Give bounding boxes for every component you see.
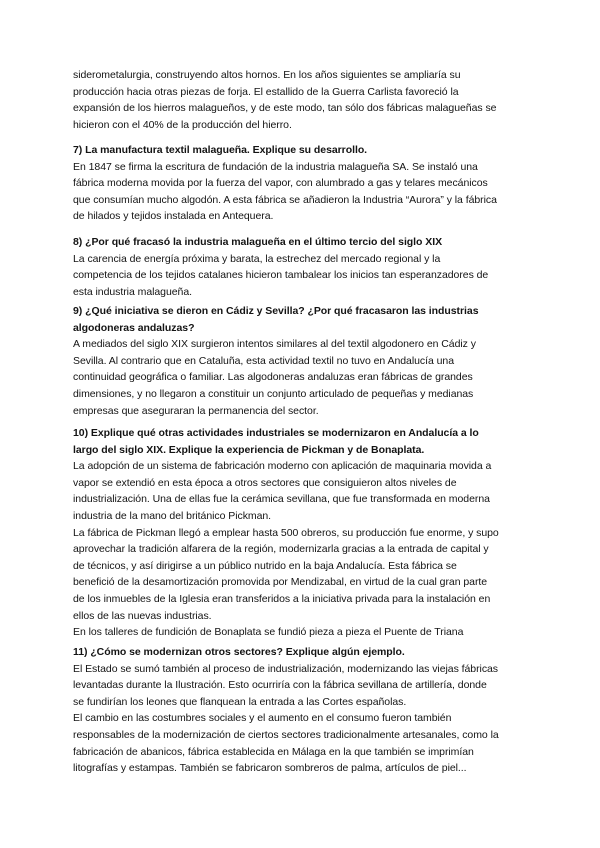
section-7 [73, 142, 533, 225]
text-line: La adopción de un sistema de fabricación moderno con aplicación de maquinaria movida a [73, 460, 492, 473]
section-10 [73, 425, 533, 641]
text-line: esta industria malagueña. [73, 285, 192, 298]
text-line: competencia de los tejidos catalanes hicieron tambalear los inicios tan esperanzadores de [73, 269, 489, 282]
text-line: producción hacia otras piezas de forja. El estallido de la Guerra Carlista favoreció la [73, 85, 459, 98]
text-line: vapor se extendió en esta época a otros sectores que consiguieron altos niveles de [73, 476, 457, 489]
section-11 [73, 644, 533, 777]
text-line: El Estado se sumó también al proceso de industrialización, modernizando las viejas fábricas [73, 662, 499, 675]
intro-paragraph [73, 67, 533, 133]
text-line: hicieron con el 40% de la producción del hierro. [73, 118, 292, 131]
text-line: fabricación de abanicos, fábrica establecida en Málaga en la que también se imprimían [73, 745, 474, 758]
text-line: responsables de la modernización de ciertos sectores tradicionalmente artesanales, como la [73, 728, 499, 741]
section-heading: algodoneras andaluzas? [73, 321, 195, 334]
text-line: La carencia de energía próxima y barata, la estrechez del mercado regional y la [73, 252, 441, 265]
text-line: empresas que aseguraran la permanencia del sector. [73, 404, 319, 417]
text-line: En los talleres de fundición de Bonaplata se fundió pieza a pieza el Puente de Triana [73, 626, 464, 639]
text-line: se fundirían los leones que flanquean la entrada a las Cortes españolas. [73, 695, 407, 708]
section-heading: 11) ¿Cómo se modernizan otros sectores? Explique algún ejemplo. [73, 646, 405, 658]
text-line: ellos de las nuevas industrias. [73, 609, 212, 622]
text-line: de los inmuebles de la Iglesia eran transferidos a la iniciativa privada para la instalación en [73, 592, 491, 605]
text-line: de técnicos, y así dirigirse a un público nutrido en la baja Andalucía. Esta fábrica se [73, 559, 457, 572]
text-line: benefició de la desamortización promovida por Mendizabal, en virtud de la cual gran parte [73, 576, 488, 589]
section-8 [73, 234, 533, 300]
text-line: siderometalurgia, construyendo altos hornos. En los años siguientes se ampliaría su [73, 69, 461, 81]
text-line: El cambio en las costumbres sociales y el aumento en el consumo fueron también [73, 712, 452, 725]
text-line: aprovechar la tradición alfarera de la región, modernizarla gracias a la entrada de capital y [73, 543, 489, 556]
section-9 [73, 303, 533, 419]
text-line: levantadas durante la Ilustración. Esto ocurriría con la fábrica sevillana de artillería, donde [73, 679, 487, 692]
text-line: Sevilla. Al contrario que en Cataluña, esta actividad textil no tuvo en Andalucía una [73, 354, 455, 367]
text-line: dimensiones, y no llegaron a constituir un conjunto articulado de pequeñas y medianas [73, 387, 474, 400]
text-line: La fábrica de Pickman llegó a emplear hasta 500 obreros, su producción fue enorme, y supo [73, 526, 499, 539]
text-line: industria de la mano del británico Pickman. [73, 509, 272, 522]
text-line: industrialización. Una de ellas fue la cerámica sevillana, que fue transformada en moderna [73, 493, 490, 506]
text-line: A mediados del siglo XIX surgieron intentos similares al del textil algodonero en Cádiz y [73, 338, 476, 351]
text-line: de hilados y tejidos instalada en Antequera. [73, 210, 274, 223]
text-line: que consumían mucho algodón. A esta fábrica se añadieron la Industria “Aurora” y la fábrica [73, 193, 497, 206]
section-heading: 7) La manufactura textil malagueña. Explique su desarrollo. [73, 144, 368, 156]
section-heading: largo del siglo XIX. Explique la experiencia de Pickman y de Bonaplata. [73, 443, 425, 456]
section-heading: 8) ¿Por qué fracasó la industria malagueña en el último tercio del siglo XIX [73, 236, 443, 248]
text-line: fábrica moderna movida por la fuerza del vapor, con alumbrado a gas y telares mecánicos [73, 177, 488, 190]
text-line: litografías y estampas. También se fabricaron sombreros de palma, artículos de piel... [73, 762, 467, 775]
text-line: expansión de los hierros malagueños, y de este modo, tan sólo dos fábricas malagueñas se [73, 102, 497, 115]
section-heading: 10) Explique qué otras actividades industriales se modernizaron en Andalucía a lo [73, 427, 479, 439]
text-line: En 1847 se firma la escritura de fundación de la industria malagueña SA. Se instaló una [73, 160, 478, 173]
text-line: continuidad geográfica o familiar. Las algodoneras andaluzas eran fábricas de grandes [73, 371, 473, 384]
section-heading: 9) ¿Qué iniciativa se dieron en Cádiz y Sevilla? ¿Por qué fracasaron las industrias [73, 305, 479, 317]
